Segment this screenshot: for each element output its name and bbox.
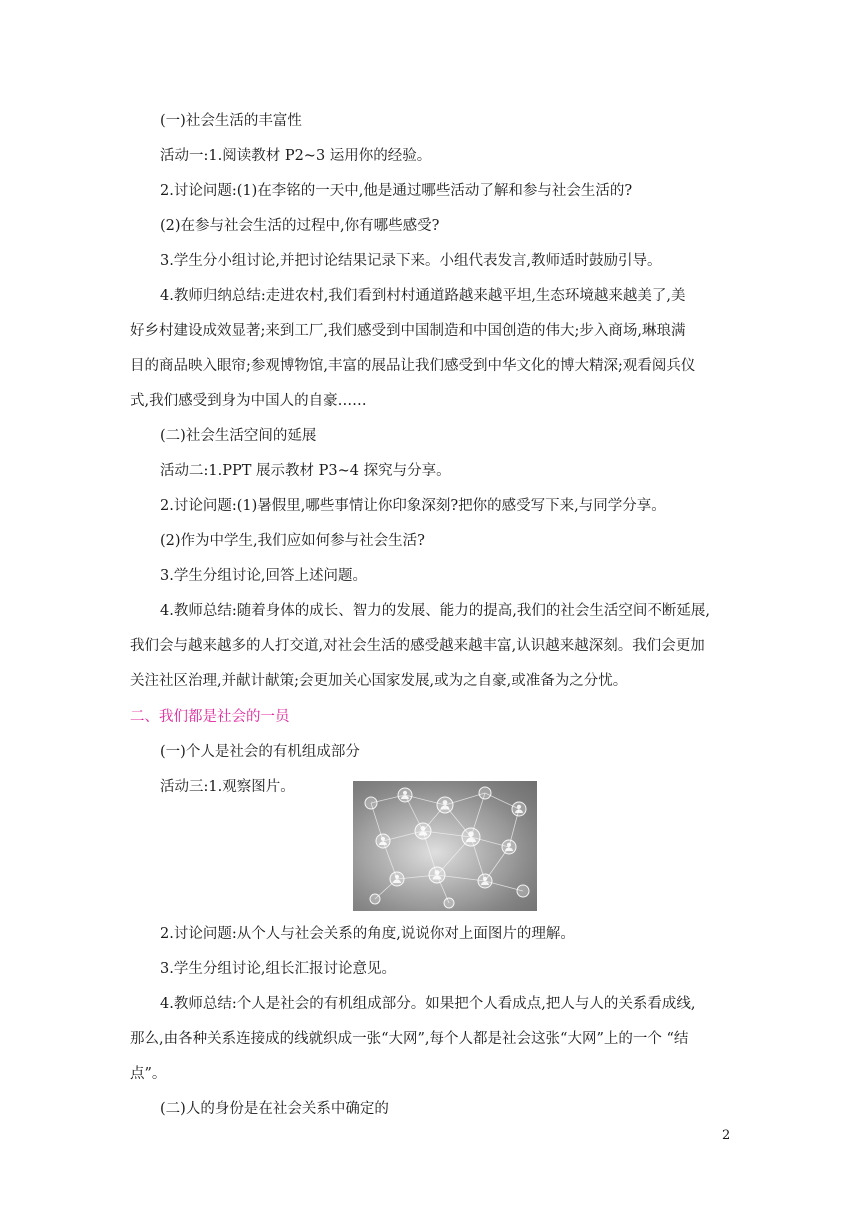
activity-two-step-1: 活动二:1.PPT 展示教材 P3~4 探究与分享。 <box>160 463 451 479</box>
page-number: 2 <box>722 1128 731 1143</box>
activity-two-summary-line-3: 关注社区治理,并献计献策;会更加关心国家发展,或为之自豪,或准备为之分忧。 <box>130 673 628 689</box>
subheading-identity: (二)人的身份是在社会关系中确定的 <box>160 1101 389 1117</box>
section-heading-member-of-society: 二、我们都是社会的一员 <box>130 709 290 725</box>
network-people-image <box>353 781 537 911</box>
subheading-individual-part: (一)个人是社会的有机组成部分 <box>160 744 360 760</box>
activity-one-summary-line-4: 式,我们感受到身为中国人的自豪…… <box>130 393 367 409</box>
activity-one-summary-line-2: 好乡村建设成效显著;来到工厂,我们感受到中国制造和中国创造的伟大;步入商场,琳琅满 <box>130 323 686 339</box>
activity-one-step-2b: (2)在参与社会生活的过程中,你有哪些感受? <box>160 218 440 234</box>
activity-one-summary-line-1: 4.教师归纳总结:走进农村,我们看到村村通道路越来越平坦,生态环境越来越美了,美 <box>160 288 686 304</box>
subheading-richness: (一)社会生活的丰富性 <box>160 113 302 129</box>
activity-two-step-2b: (2)作为中学生,我们应如何参与社会生活? <box>160 533 425 549</box>
activity-three-summary-line-3: 点”。 <box>130 1066 167 1082</box>
activity-two-step-3: 3.学生分组讨论,回答上述问题。 <box>160 568 367 584</box>
activity-three-step-3: 3.学生分组讨论,组长汇报讨论意见。 <box>160 961 396 977</box>
activity-two-step-2: 2.讨论问题:(1)暑假里,哪些事情让你印象深刻?把你的感受写下来,与同学分享。 <box>160 498 666 514</box>
activity-one-step-1: 活动一:1.阅读教材 P2~3 运用你的经验。 <box>160 148 432 164</box>
activity-three-summary-line-2: 那么,由各种关系连接成的线就织成一张“大网”,每个人都是社会这张“大网”上的一个 “结 <box>130 1031 689 1047</box>
activity-two-summary-line-2: 我们会与越来越多的人打交道,对社会生活的感受越来越丰富,认识越来越深刻。我们会更加 <box>130 638 705 654</box>
activity-two-summary-line-1: 4.教师总结:随着身体的成长、智力的发展、能力的提高,我们的社会生活空间不断延展, <box>160 603 710 619</box>
activity-three-step-2: 2.讨论问题:从个人与社会关系的角度,说说你对上面图片的理解。 <box>160 926 575 942</box>
subheading-space-extension: (二)社会生活空间的延展 <box>160 428 317 444</box>
activity-one-summary-line-3: 目的商品映入眼帘;参观博物馆,丰富的展品让我们感受到中华文化的博大精深;观看阅兵仪 <box>130 358 696 374</box>
activity-one-step-3: 3.学生分小组讨论,并把讨论结果记录下来。小组代表发言,教师适时鼓励引导。 <box>160 253 662 269</box>
network-people-icon <box>353 781 537 911</box>
activity-one-step-2: 2.讨论问题:(1)在李铭的一天中,他是通过哪些活动了解和参与社会生活的? <box>160 183 633 199</box>
activity-three-summary-line-1: 4.教师总结:个人是社会的有机组成部分。如果把个人看成点,把人与人的关系看成线, <box>160 996 696 1012</box>
activity-three-step-1: 活动三:1.观察图片。 <box>160 779 295 795</box>
